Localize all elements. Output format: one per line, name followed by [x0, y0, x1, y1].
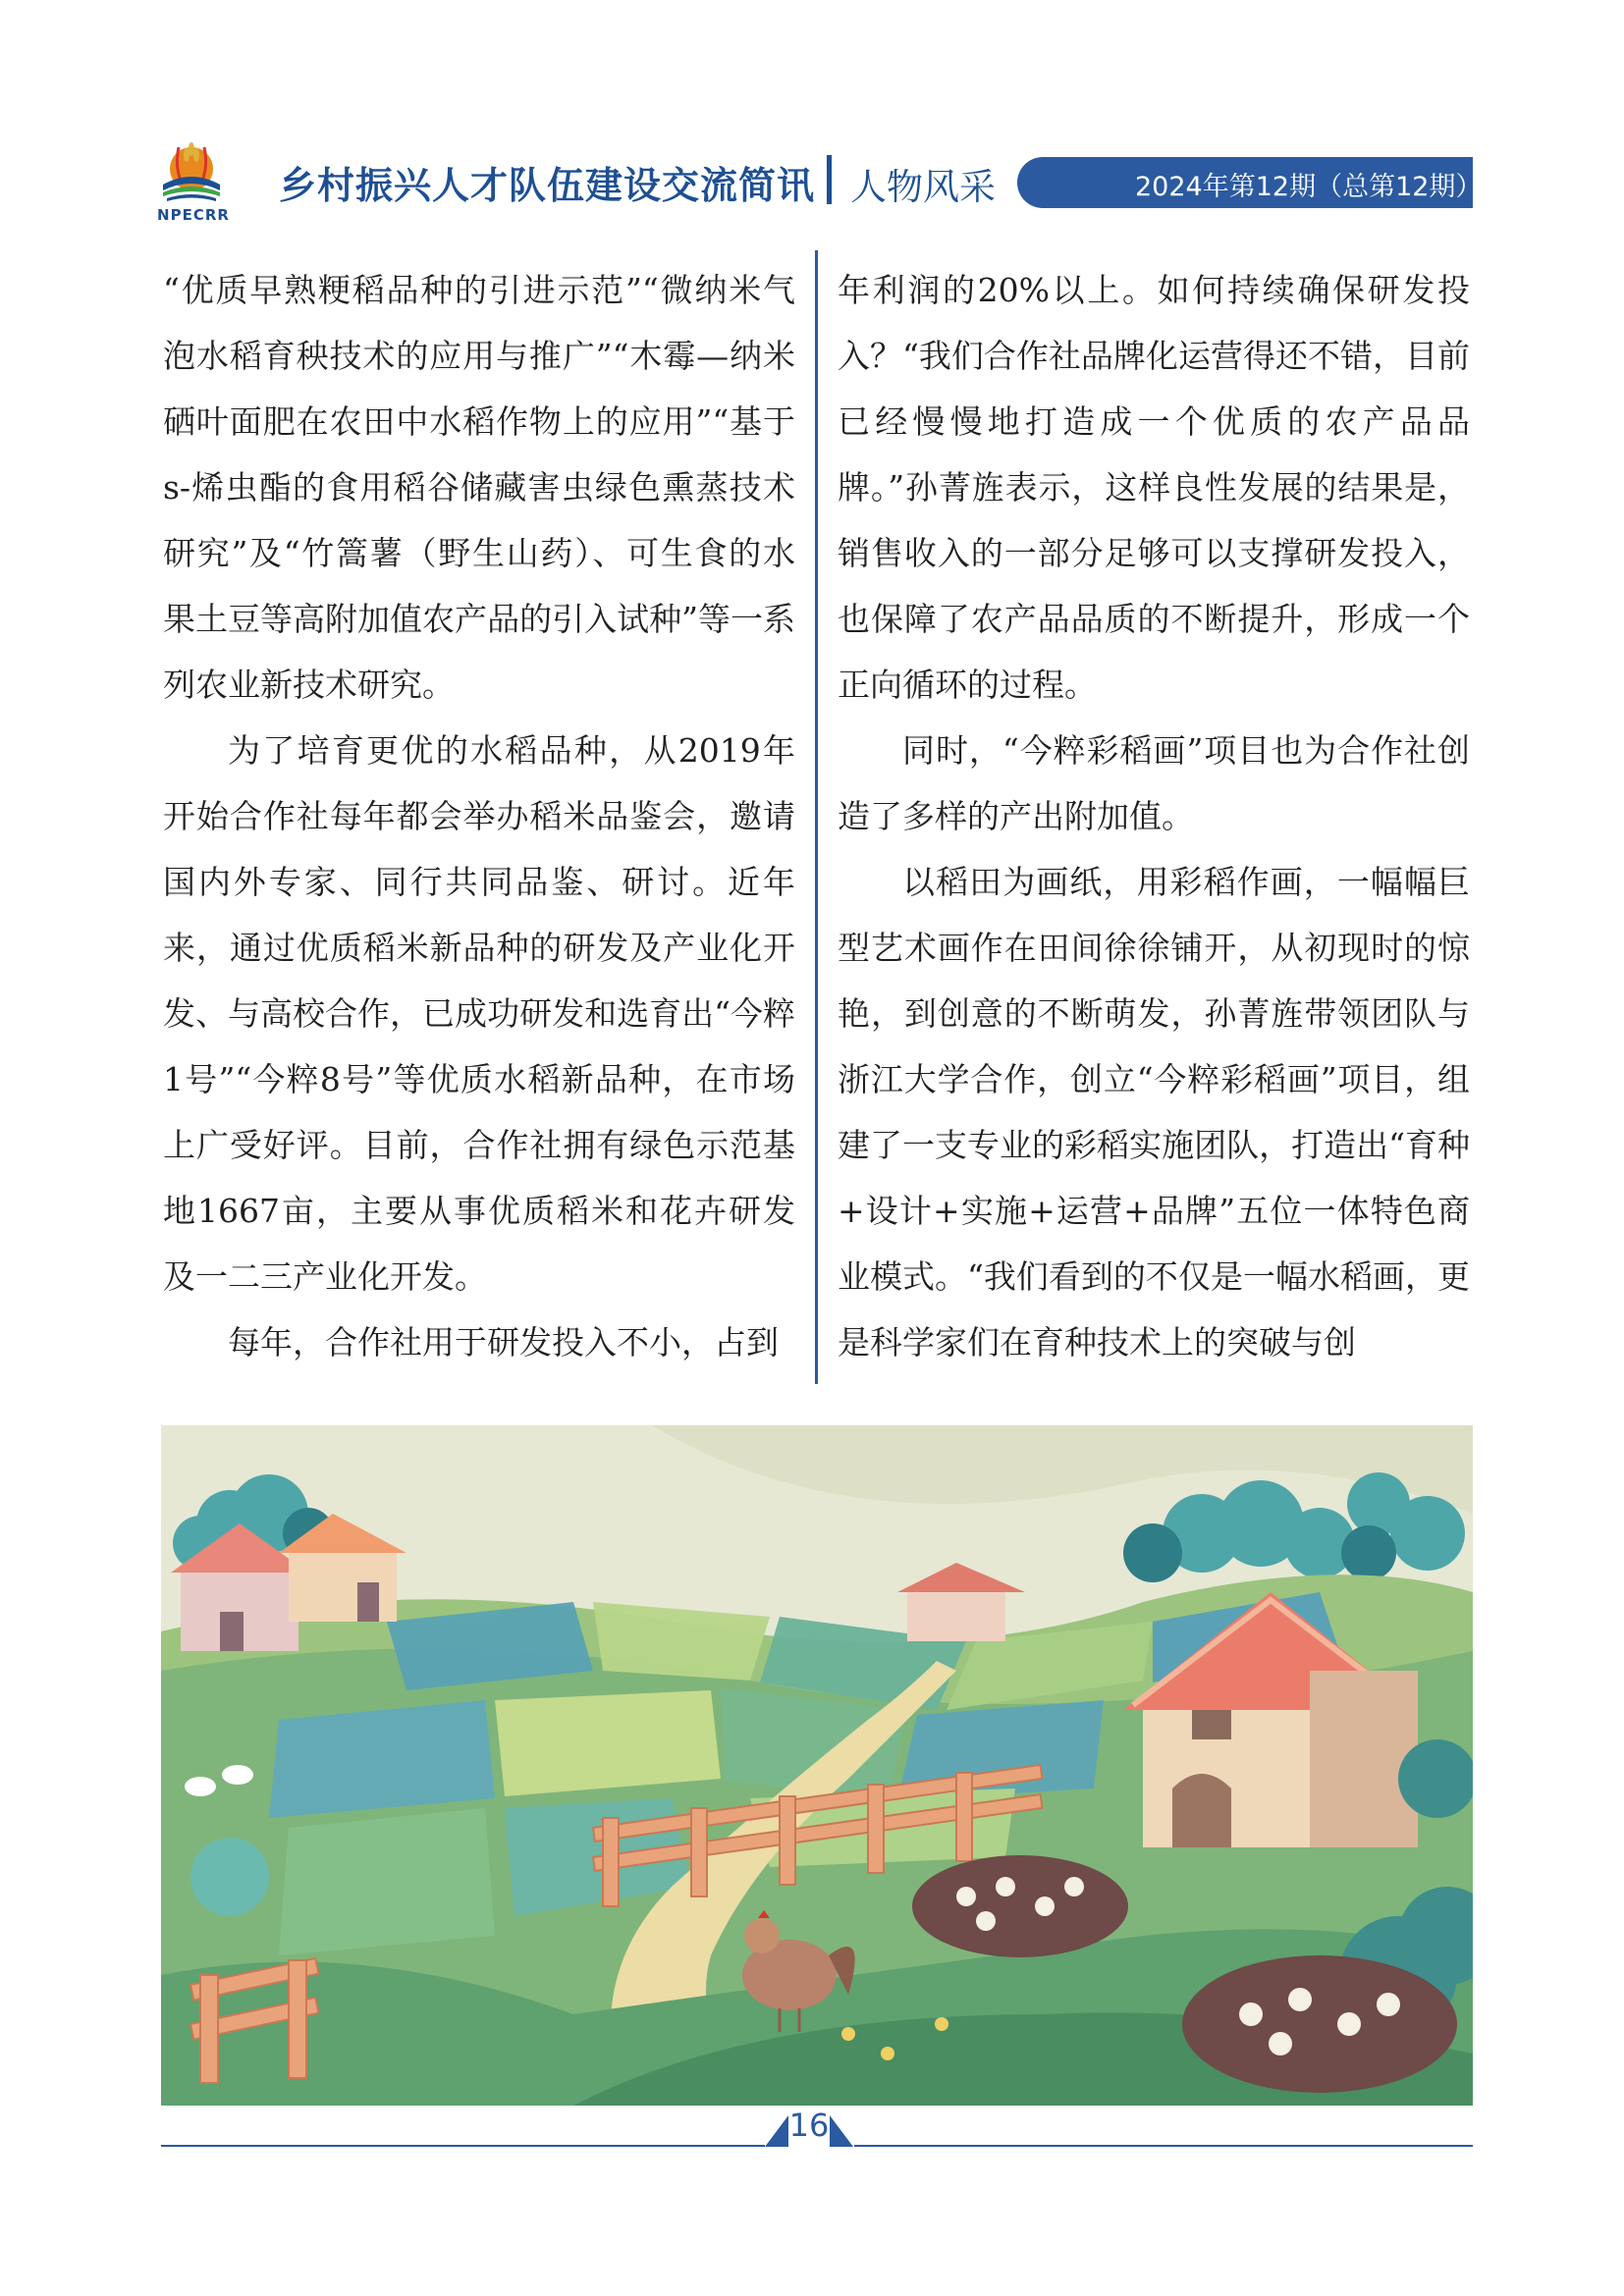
column-divider [815, 250, 818, 1384]
footer-rule-left [161, 2145, 765, 2147]
left-column [163, 257, 795, 1375]
footer-ornament-right [830, 2115, 853, 2147]
journal-title: 乡村振兴人才队伍建设交流简讯 [279, 164, 816, 207]
paragraph: 每年，合作社用于研发投入不小，占到 [228, 1323, 779, 1362]
paragraph: 同时，“今粹彩稻画”项目也为合作社创造了多样的产出附加值。 [838, 731, 1470, 835]
paragraph: “优质早熟粳稻品种的引进示范”“微纳米气泡水稻育秧技术的应用与推广”“木霉—纳米硒叶面肥在农田中水稻作物上的应用”“基于s-烯虫酯的食用稻谷储藏害虫绿色熏蒸技术研究”及“竹篙薯（野生山药）、可生食的水果土豆等高附加值农产品的引入试种”等一系列农业新技术研究。 [163, 271, 795, 704]
right-column [838, 257, 1470, 1375]
paragraph: 为了培育更优的水稻品种，从2019年开始合作社每年都会举办稻米品鉴会，邀请国内外专家、同行共同品鉴、研讨。近年来，通过优质稻米新品种的研发及产业化开发、与高校合作，已成功研发和选育出“今粹1号”“今粹8号”等优质水稻新品种，在市场上广受好评。目前，合作社拥有绿色示范基地1667亩，主要从事优质稻米和花卉研发及一二三产业化开发。 [163, 731, 795, 1296]
paragraph: 年利润的20%以上。如何持续确保研发投入？“我们合作社品牌化运营得还不错，目前已经慢慢地打造成一个优质的农产品品牌。”孙菁旌表示，这样良性发展的结果是，销售收入的一部分足够可以支撑研发投入，也保障了农产品品质的不断提升，形成一个正向循环的过程。 [838, 271, 1470, 704]
farm-illustration [161, 1425, 1473, 2106]
footer-rule-right [854, 2145, 1473, 2147]
page-number: 16 [788, 2107, 830, 2144]
title-separator [827, 155, 832, 204]
issue-label: 2024年第12期（总第12期） [1135, 172, 1483, 202]
logo-caption: NPECRR [157, 206, 230, 224]
footer-ornament-left [765, 2115, 788, 2147]
paragraph: 以稻田为画纸，用彩稻作画，一幅幅巨型艺术画作在田间徐徐铺开，从初现时的惊艳，到创意的不断萌发，孙菁旌带领团队与浙江大学合作，创立“今粹彩稻画”项目，组建了一支专业的彩稻实施团队，打造出“育种+设计+实施+运营+品牌”五位一体特色商业模式。“我们看到的不仅是一幅水稻画，更是科学家们在育种技术上的突破与创 [838, 863, 1470, 1362]
section-name: 人物风采 [850, 166, 996, 208]
